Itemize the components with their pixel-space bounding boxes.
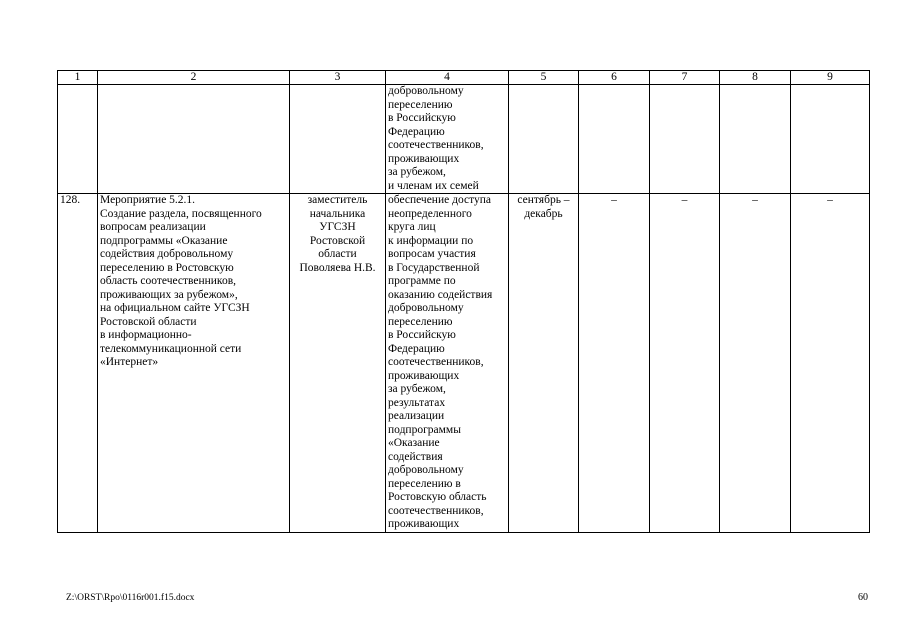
text-line: на официальном сайте УГСЗН <box>100 302 250 314</box>
header-cell-1: 1 <box>58 71 98 85</box>
text-line: Федерацию <box>388 342 445 355</box>
text-line: в Государственной <box>388 261 480 274</box>
cont-cell-3 <box>290 85 386 194</box>
text-line: переселению в Ростовскую <box>100 261 234 274</box>
header-cell-7: 7 <box>650 71 720 85</box>
text-line: «Оказание <box>388 437 440 449</box>
text-line: Федерацию <box>388 125 445 138</box>
continuation-row <box>58 85 870 194</box>
text-line: соотечественников, <box>388 139 484 151</box>
text-line: заместитель <box>307 194 368 206</box>
header-cell-6: 6 <box>579 71 650 85</box>
text-line: сентябрь – <box>517 194 570 206</box>
text-line: переселению в <box>388 477 461 490</box>
text-line: переселению <box>388 315 453 328</box>
cont-cell-2 <box>98 85 290 194</box>
text-line: декабрь <box>524 207 563 220</box>
cell-col-8: – <box>720 194 791 533</box>
text-line: добровольному <box>388 464 464 476</box>
text-line: проживающих <box>388 518 460 530</box>
cont-cell-1 <box>58 85 98 194</box>
text-line: в Российскую <box>388 112 456 124</box>
cont-cell-6 <box>579 85 650 194</box>
text-line: за рубежом, <box>388 166 446 178</box>
responsible-person <box>290 194 386 533</box>
text-line: к информации по <box>388 234 474 247</box>
text-line: неопределенного <box>388 207 472 220</box>
header-cell-2: 2 <box>98 71 290 85</box>
text-line: Ростовской области <box>100 315 197 328</box>
text-line: оказанию содействия <box>388 288 493 301</box>
text-line: содействия <box>388 450 443 463</box>
header-cell-9: 9 <box>791 71 870 85</box>
text-line: программе по <box>388 275 456 287</box>
text-line: проживающих за рубежом», <box>100 288 238 301</box>
text-line: в Российскую <box>388 329 456 341</box>
text-line: начальника <box>309 207 366 220</box>
text-line: переселению <box>388 98 453 111</box>
table-row-128 <box>58 194 870 533</box>
header-cell-8: 8 <box>720 71 791 85</box>
cont-cell-8 <box>720 85 791 194</box>
text-line: телекоммуникационной сети <box>100 342 242 355</box>
footer-file-path: Z:\ORST\Rpo\0116r001.f15.docx <box>66 593 195 603</box>
cell-col-9: – <box>791 194 870 533</box>
text-line: реализации <box>388 410 445 422</box>
text-line: подпрограммы <box>388 423 461 436</box>
cell-col-7: – <box>650 194 720 533</box>
text-line: Создание раздела, посвященного <box>100 207 262 220</box>
header-cell-3: 3 <box>290 71 386 85</box>
text-line: содействия добровольному <box>100 248 234 260</box>
text-line: Ростовскую область <box>388 491 487 503</box>
expected-result <box>386 194 509 533</box>
text-line: Поволяева Н.В. <box>299 261 376 274</box>
header-cell-4: 4 <box>386 71 509 85</box>
cont-cell-5 <box>509 85 579 194</box>
text-line: Ростовской <box>309 234 366 247</box>
header-cell-5: 5 <box>509 71 579 85</box>
text-line: и членам их семей <box>388 179 479 192</box>
text-line: УГСЗН <box>319 221 356 233</box>
deadline <box>509 194 579 533</box>
header-row <box>58 71 870 85</box>
row-number: 128. <box>58 194 98 533</box>
text-line: вопросам реализации <box>100 221 206 233</box>
text-line: соотечественников, <box>388 356 484 368</box>
text-line: Мероприятие 5.2.1. <box>100 194 196 206</box>
cont-cell-9 <box>791 85 870 194</box>
text-line: проживающих <box>388 152 460 165</box>
text-line: «Интернет» <box>100 356 159 368</box>
text-line: соотечественников, <box>388 504 484 517</box>
text-line: обеспечение доступа <box>388 194 491 206</box>
cont-cell-4 <box>386 85 509 194</box>
text-line: добровольному <box>388 85 464 97</box>
event-description <box>98 194 290 533</box>
footer-page-number: 60 <box>858 592 868 603</box>
cont-cell-7 <box>650 85 720 194</box>
plan-table <box>57 70 870 533</box>
text-line: в информационно- <box>100 329 192 341</box>
text-line: за рубежом, <box>388 383 446 395</box>
text-line: результатах <box>388 396 446 409</box>
text-line: области <box>318 248 357 260</box>
text-line: проживающих <box>388 369 460 382</box>
text-line: область соотечественников, <box>100 275 236 287</box>
text-line: круга лиц <box>388 221 436 233</box>
text-line: добровольному <box>388 302 464 314</box>
text-line: подпрограммы «Оказание <box>100 234 228 247</box>
cell-col-6: – <box>579 194 650 533</box>
text-line: вопросам участия <box>388 248 476 260</box>
